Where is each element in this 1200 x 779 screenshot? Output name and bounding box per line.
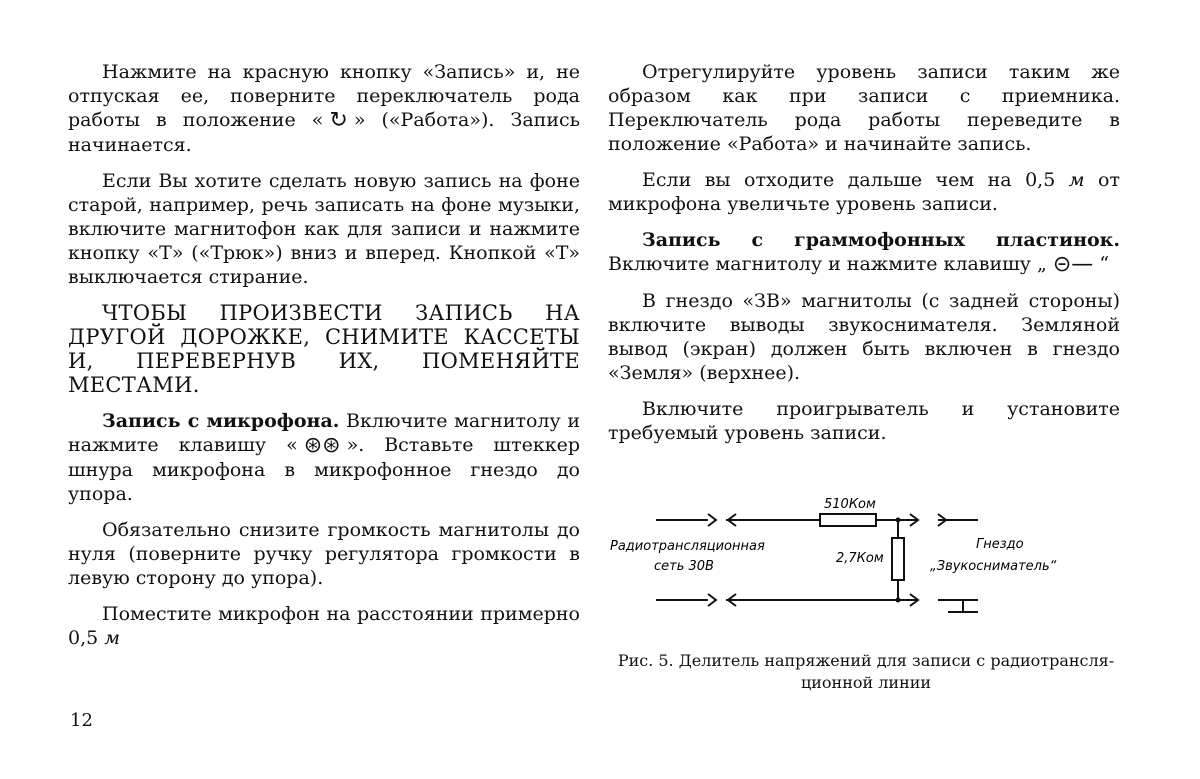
paragraph-socket: В гнездо «ЗВ» магнитолы (с задней стороны) включите выводы звукоснимателя. Земляной вывод (экран) должен быть включен в гнездо «Земля» (верхнее). (608, 290, 1120, 384)
phono-key-symbol-icon: ⊝— (1052, 252, 1094, 277)
right-label-line-1: Гнездо (976, 537, 1024, 552)
left-label-line-2: сеть 30В (654, 559, 714, 574)
paragraph-volume: Обязательно снизите громкость магнитолы до нуля (поверните ручку регулятора громкости в левую сторону до упора). (68, 519, 580, 589)
left-label-line-1: Радиотрансляционная (610, 539, 765, 554)
paragraph-text: “ (1099, 253, 1110, 275)
paragraph-text: от микрофона увеличьте уровень записи. (608, 169, 1120, 215)
paragraph-text: Если вы отходите дальше чем на 0,5 (642, 169, 1056, 191)
caption-line-1: Рис. 5. Делитель напряжений для записи с радиотрансля- (617, 651, 1115, 670)
page-number: 12 (70, 710, 93, 731)
input-connector-top (708, 514, 716, 526)
r2-label: 2,7Ком (836, 551, 884, 566)
junction-dot-top (896, 518, 901, 523)
work-mode-symbol-icon: ↻ (329, 108, 348, 133)
paragraph-text: Включите магнитолу и нажмите клавишу „ (608, 253, 1047, 275)
paragraph-text: » («Работа»). Запись начинается. (68, 109, 580, 156)
paragraph-microphone (68, 409, 580, 506)
caption-line-2: ционной линии (800, 673, 932, 692)
paragraph-mic-distance (68, 602, 580, 650)
circuit-diagram (608, 490, 1128, 650)
paragraph-adjust-level: Отрегулируйте уровень записи таким же образом как при записи с приемника. Переключатель рода работы переведите в положение «Работа» и начинайте запись. (608, 61, 1120, 155)
input-connector-bottom (708, 594, 716, 606)
resistor-r2 (892, 538, 904, 580)
paragraph-text: ». Вставьте штеккер шнура микрофона в микрофонное гнездо до упора. (68, 434, 580, 505)
left-column (68, 60, 580, 662)
paragraph-overdub: Если Вы хотите сделать новую запись на фоне старой, например, речь записать на фоне музыки, включите магнитофон как для записи и нажмите кнопку «Т» («Трюк») вниз и вперед. Кнопкой «Т» выключается стирание. (68, 170, 580, 288)
r1-label: 510Ком (824, 497, 876, 512)
paragraph-distance-note (608, 168, 1120, 216)
unit-text: м (1068, 169, 1085, 191)
paragraph-start-recording (68, 60, 580, 157)
section-heading-microphone: Запись с микрофона. (102, 410, 340, 432)
voltage-divider-figure (608, 490, 1128, 650)
unit-text: м (104, 627, 121, 649)
right-label-line-2: „Звукосниматель“ (930, 559, 1057, 574)
paragraph-text: Включите магнитолу и нажмите клавишу « (68, 410, 580, 456)
paragraph-text: Нажмите на красную кнопку «Запись» и, не отпуская ее, поверните переключатель рода работы в положение « (68, 61, 580, 131)
section-heading-gramophone: Запись с граммофонных пластинок. (642, 229, 1120, 251)
paragraph-text: Поместите микрофон на расстоянии примерно 0,5 (68, 603, 580, 649)
record-key-symbol-icon: ⊛⊛ (303, 433, 341, 458)
junction-dot-bottom (896, 598, 901, 603)
right-column (608, 60, 1120, 457)
paragraph-set-level: Включите проигрыватель и установите требуемый уровень записи. (608, 398, 1120, 444)
resistor-r1 (820, 514, 876, 526)
figure-caption (606, 650, 1126, 694)
paragraph-gramophone (608, 228, 1120, 277)
paragraph-other-track: ЧТОБЫ ПРОИЗВЕСТИ ЗАПИСЬ НА ДРУГОЙ ДОРОЖКЕ, СНИМИТЕ КАССЕТЫ И, ПЕРЕВЕРНУВ ИХ, ПОМЕНЯЙТЕ МЕСТАМИ. (68, 301, 580, 397)
